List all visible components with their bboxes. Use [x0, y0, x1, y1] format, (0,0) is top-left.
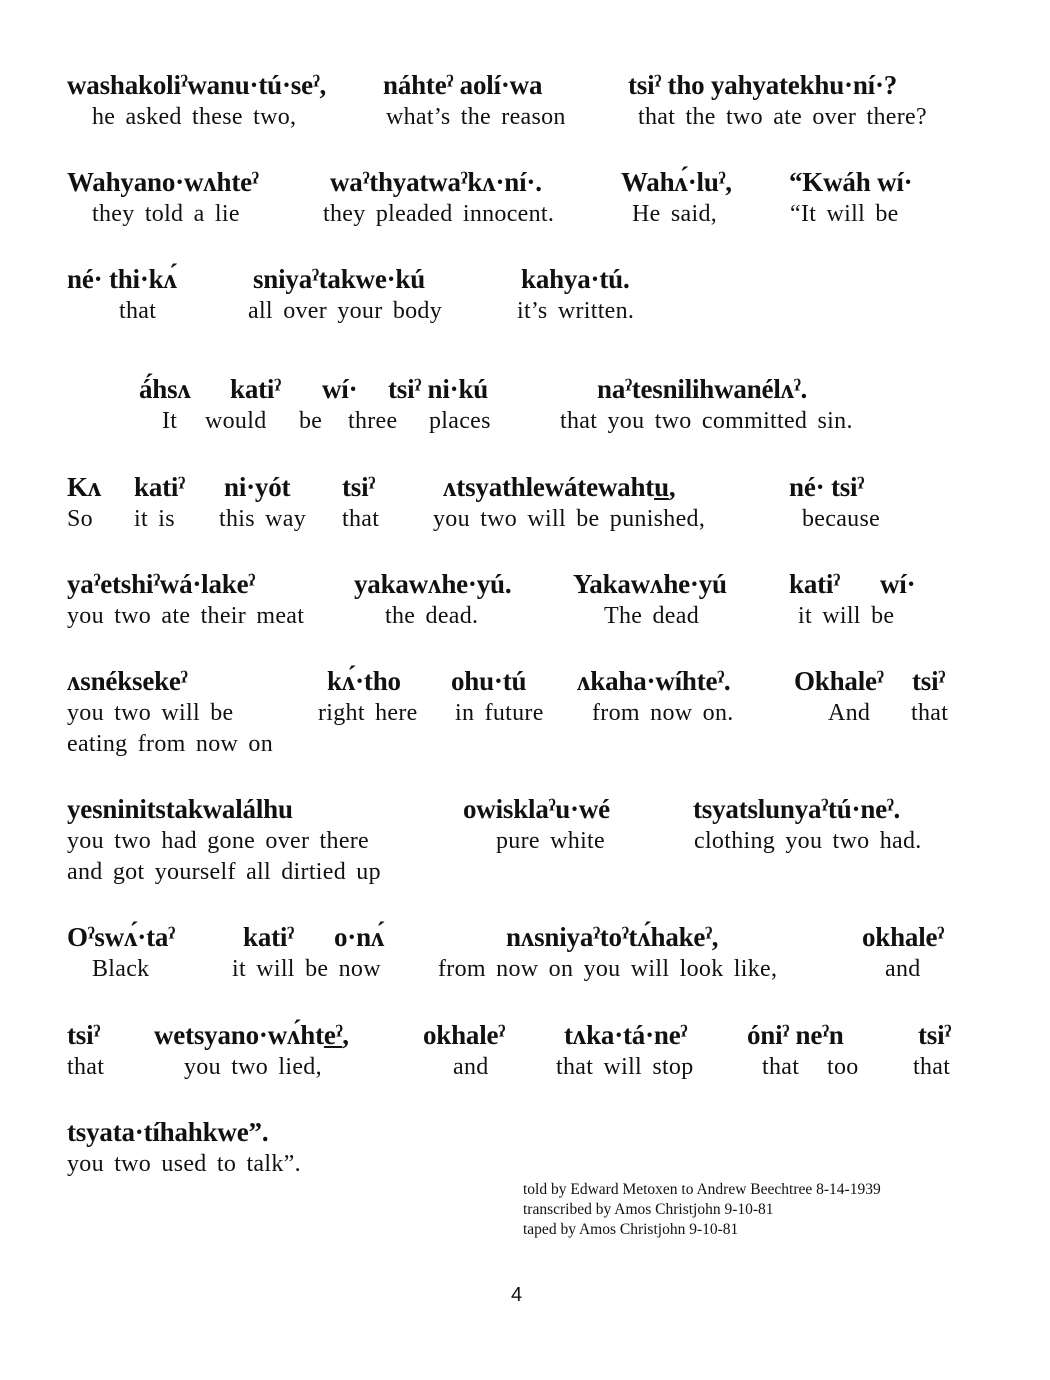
- english-gloss: clothing you two had.: [694, 828, 922, 854]
- english-gloss: And: [828, 700, 871, 726]
- english-gloss: would: [205, 408, 267, 434]
- english-gloss: that: [119, 298, 157, 324]
- oneida-phrase: Kʌ: [67, 472, 102, 502]
- oneida-phrase: yesninitstakwalálhu: [67, 794, 293, 824]
- oneida-phrase: okhaleˀ: [423, 1020, 505, 1050]
- english-gloss: that: [911, 700, 949, 726]
- oneida-phrase: okhaleˀ: [862, 922, 944, 952]
- oneida-phrase: tsiˀ: [918, 1020, 951, 1050]
- english-gloss: it will be now: [232, 956, 381, 982]
- english-gloss: three: [348, 408, 398, 434]
- oneida-phrase: tsyatslunyaˀtú·neˀ.: [693, 794, 901, 824]
- oneida-phrase: Wahyano·wʌhteˀ: [67, 167, 259, 197]
- oneida-phrase: o·nʌ́: [334, 922, 385, 952]
- english-gloss: that will stop: [556, 1054, 694, 1080]
- oneida-phrase: ʌkaha·wíhteˀ.: [577, 666, 731, 696]
- english-gloss: this way: [219, 506, 307, 532]
- oneida-phrase: katiˀ: [134, 472, 185, 502]
- english-gloss: it is: [134, 506, 175, 532]
- english-gloss: that: [913, 1054, 951, 1080]
- english-gloss: pure white: [496, 828, 605, 854]
- english-gloss: the dead.: [385, 603, 479, 629]
- oneida-phrase: katiˀ: [230, 374, 281, 404]
- credit-transcribed-by: transcribed by Amos Christjohn 9-10-81: [523, 1201, 774, 1218]
- oneida-phrase: né· tsiˀ: [789, 472, 864, 502]
- english-gloss: you two had gone over there: [67, 828, 370, 854]
- oneida-phrase: tsiˀ tho yahyatekhu·ní·?: [628, 70, 898, 100]
- oneida-phrase: “Kwáh wí·: [789, 167, 913, 197]
- oneida-phrase: Yakawʌhe·yú: [573, 569, 727, 599]
- oneida-phrase: kʌ́·tho: [327, 666, 401, 696]
- oneida-phrase: washakoliˀwanu·tú·seˀ,: [67, 70, 327, 100]
- oneida-phrase: kahya·tú.: [521, 264, 630, 294]
- oneida-phrase: tsyata·tíhahkwe”.: [67, 1117, 269, 1147]
- english-gloss: and got yourself all dirtied up: [67, 859, 381, 885]
- english-gloss: and: [885, 956, 921, 982]
- oneida-phrase: né· thi·kʌ́: [67, 264, 177, 294]
- oneida-phrase: sniyaˀtakwe·kú: [253, 264, 426, 294]
- oneida-phrase: Oˀswʌ́·taˀ: [67, 922, 175, 952]
- english-gloss: places: [429, 408, 491, 434]
- page-number: 4: [511, 1284, 523, 1306]
- english-gloss: He said,: [632, 201, 718, 227]
- english-gloss: be: [299, 408, 323, 434]
- english-gloss: from now on you will look like,: [438, 956, 778, 982]
- english-gloss: that: [762, 1054, 800, 1080]
- english-gloss: “It will be: [790, 201, 899, 227]
- oneida-phrase: ohu·tú: [451, 666, 527, 696]
- english-gloss: they pleaded innocent.: [323, 201, 555, 227]
- english-gloss: it’s written.: [517, 298, 635, 324]
- oneida-phrase: katiˀ: [789, 569, 840, 599]
- english-gloss: you two used to talk”.: [67, 1151, 301, 1177]
- oneida-phrase: wí·: [322, 374, 358, 404]
- english-gloss: you two ate their meat: [67, 603, 305, 629]
- oneida-phrase: Wahʌ́·luˀ,: [621, 167, 732, 197]
- oneida-phrase: nʌsniyaˀtoˀtʌ́hakeˀ,: [506, 922, 719, 952]
- oneida-phrase: tsiˀ: [67, 1020, 100, 1050]
- oneida-phrase: wetsyano·wʌ́hteˀ,: [154, 1020, 349, 1050]
- english-gloss: eating from now on: [67, 731, 274, 757]
- credit-told-by: told by Edward Metoxen to Andrew Beechtree 8-14-1939: [523, 1181, 881, 1198]
- oneida-phrase: ʌsnéksekeˀ: [67, 666, 188, 696]
- english-gloss: he asked these two,: [92, 104, 297, 130]
- english-gloss: from now on.: [592, 700, 734, 726]
- english-gloss: Black: [92, 956, 150, 982]
- credit-taped-by: taped by Amos Christjohn 9-10-81: [523, 1221, 739, 1238]
- oneida-phrase: náhteˀ aolí·wa: [383, 70, 543, 100]
- english-gloss: you two will be punished,: [433, 506, 706, 532]
- oneida-phrase: wí·: [880, 569, 916, 599]
- english-gloss: So: [67, 506, 93, 532]
- oneida-phrase: ʌtsyathlewátewahtu,: [443, 472, 676, 502]
- oneida-phrase: tsiˀ: [342, 472, 375, 502]
- english-gloss: you two will be: [67, 700, 234, 726]
- english-gloss: because: [802, 506, 881, 532]
- english-gloss: and: [453, 1054, 489, 1080]
- english-gloss: that the two ate over there?: [638, 104, 927, 130]
- oneida-phrase: waˀthyatwaˀkʌ·ní·.: [330, 167, 542, 197]
- english-gloss: The dead: [604, 603, 700, 629]
- english-gloss: too: [827, 1054, 859, 1080]
- oneida-phrase: Okhaleˀ: [794, 666, 884, 696]
- oneida-phrase: yakawʌhe·yú.: [354, 569, 512, 599]
- english-gloss: they told a lie: [92, 201, 240, 227]
- oneida-phrase: á́hsʌ: [139, 374, 191, 404]
- english-gloss: that you two committed sin.: [560, 408, 853, 434]
- oneida-phrase: owisklaˀu·wé: [463, 794, 610, 824]
- english-gloss: you two lied,: [184, 1054, 322, 1080]
- credits-block: [523, 1180, 881, 1240]
- oneida-phrase: ni·yót: [224, 472, 291, 502]
- english-gloss: It: [162, 408, 178, 434]
- english-gloss: in future: [455, 700, 544, 726]
- oneida-phrase: yaˀetshiˀwá·lakeˀ: [67, 569, 255, 599]
- oneida-phrase: tsiˀ ni·kú: [388, 374, 489, 404]
- english-gloss: all over your body: [248, 298, 443, 324]
- english-gloss: it will be: [798, 603, 895, 629]
- english-gloss: what’s the reason: [386, 104, 566, 130]
- oneida-phrase: óniˀ neˀn: [747, 1020, 844, 1050]
- english-gloss: that: [67, 1054, 105, 1080]
- oneida-phrase: katiˀ: [243, 922, 294, 952]
- oneida-phrase: naˀtesnilihwanélʌˀ.: [597, 374, 808, 404]
- english-gloss: that: [342, 506, 380, 532]
- english-gloss: right here: [318, 700, 418, 726]
- oneida-phrase: tsiˀ: [912, 666, 945, 696]
- oneida-phrase: tʌka·tá·neˀ: [564, 1020, 688, 1050]
